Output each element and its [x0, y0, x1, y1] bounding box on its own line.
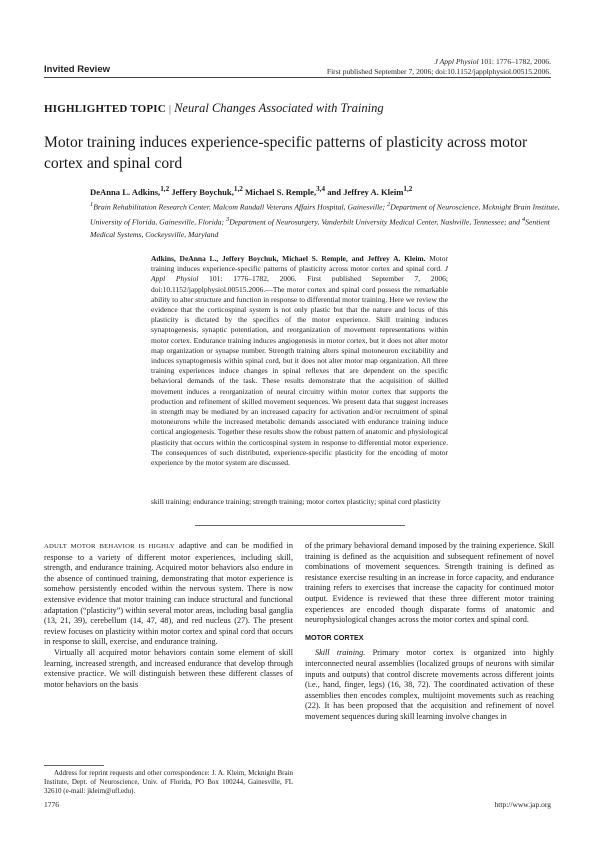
abstract	[151, 254, 448, 468]
affil-sup: 2	[387, 201, 391, 208]
correspondence-footnote	[44, 769, 293, 797]
author-affil-sup: 1,2	[160, 185, 170, 193]
published-line: First published September 7, 2006; doi:10.1152/japplphysiol.00515.2006.	[326, 67, 551, 76]
topic-separator: |	[168, 103, 172, 115]
affil-text: Department of Neuroscience, Mcknight Brain Institute, University of Florida, Gainesville, Florida;	[90, 202, 560, 227]
abstract-rule	[195, 525, 405, 526]
body-column-right	[305, 541, 554, 723]
header-rule	[44, 77, 551, 78]
body-paragraph: Virtually all acquired motor behaviors contain some element of skill learning, increased strength, and increased endurance that develop through extensive practice. We will distinguish between these different classes of motor behaviors on the basis	[44, 647, 293, 689]
body-paragraph	[305, 648, 554, 722]
affil-text: Brain Rehabilitation Research Center, Malcom Randall Veterans Affairs Hospital, Gainesville;	[93, 202, 387, 212]
author-name: and Jeffrey A. Kleim	[325, 186, 404, 197]
affiliations	[90, 199, 560, 241]
affil-text: Department of Neurosurgery, Vanderbilt University Medical Center, Nashville, Tennessee; and	[229, 217, 522, 227]
body-column-left	[44, 541, 293, 690]
abstract-citation-authors: Adkins, DeAnna L., Jeffery Boychuk, Michael S. Remple, and Jeffrey A. Kleim.	[151, 254, 426, 263]
abstract-citation-title: Motor training induces experience-specific patterns of plasticity across motor cortex and spinal cord.	[151, 254, 449, 274]
keywords: skill training; endurance training; strength training; motor cortex plasticity; spinal cord plasticity	[151, 497, 441, 506]
affil-text: Sentient Medical Systems, Cockeysville, Maryland	[90, 217, 550, 239]
footnote-rule	[44, 765, 104, 766]
body-paragraph: of the primary behavioral demand imposed by the training experience. Skill training is defined as the acquisition and subsequent refinement of novel combinations of movement sequences. Strength training is defined as resistance exercise resulting in an increase in force capacity, and endurance training refers to exercises that increase the capacity for continued motor output. Evidence is reviewed that these three different motor training experiences are encoded though disparate forms of anatomic and neurophysiological changes across the motor cortex and spinal cord.	[305, 541, 554, 625]
lead-in-smallcaps: ADULT MOTOR BEHAVIOR IS HIGHLY	[44, 543, 175, 550]
affil-sup: 3	[226, 215, 230, 223]
author-name: Michael S. Remple,	[242, 186, 317, 197]
author-list	[90, 185, 412, 197]
author-name: Jeffery Boychuk,	[169, 186, 234, 197]
highlighted-topic	[44, 101, 384, 116]
paragraph-text: adaptive and can be modified in response to a variety of different motor experiences, including skill, strength, and endurance training. Acquired motor behaviors also endure in the absence of continued training, demonstrating that motor experience is somehow persistently encoded within the nervous system. There is now extensive evidence that motor training can induce structural and functional adaptation (“plasticity”) within several motor areas, including basal ganglia (13, 21, 39), cerebellum (14, 47, 48), and red nucleus (27). The present review focuses on plasticity within motor cortex and spinal cord that occurs in response to skill, exercise, and endurance training.	[44, 541, 293, 647]
author-affil-sup: 3,4	[316, 185, 326, 193]
affil-sup: 1	[90, 201, 94, 208]
abstract-citation-journal: J Appl Physiol	[151, 264, 448, 284]
paragraph-text: Primary motor cortex is organized into highly interconnected neural assemblies (localized groups of neurons with similar inputs and outputs) that control discrete movements across different joints (i.e., hand, finger, legs) (16, 38, 72). The coordinated activation of these assemblies then encodes complex, multijoint movements such as reaching (22). It has been proposed that the acquisition and refinement of novel movement sequences during skill learning involve changes in	[305, 648, 554, 721]
journal-website: http://www.jap.org	[494, 800, 551, 809]
section-heading: MOTOR CORTEX	[305, 632, 364, 642]
author-affil-sup: 1,2	[403, 185, 413, 193]
abstract-citation-rest: 101: 1776–1782, 2006. First published September 7, 2006; doi:10.1152/japplphysiol.00515.2006.—	[151, 274, 448, 294]
journal-line	[327, 57, 551, 67]
article-title: Motor training induces experience-specific patterns of plasticity across motor cortex and spinal cord	[44, 134, 528, 172]
footnote-text: Address for reprint requests and other correspondence: J. A. Kleim, Mcknight Brain Institute, Dept. of Neuroscience, Univ. of Florida, PO Box 100244, Gainesville, FL 32610 (e-mail: jkleim@ufl.edu).	[44, 769, 293, 796]
journal-citation-header	[327, 57, 551, 77]
section-label: Invited Review	[44, 64, 110, 75]
page-number: 1776	[44, 800, 59, 809]
author-name: DeAnna L. Adkins,	[90, 186, 161, 197]
abstract-body: The motor cortex and spinal cord possess the remarkable ability to alter structure and function in response to differential motor training. Here we review the evidence that the corticospinal system is not only plastic but that the nature and locus of this plasticity is dictated by the specifics of the motor experience. Skill training induces synaptogenesis, synaptic potentiation, and reorganization of movement representations within motor cortex. Endurance training induces angiogenesis in motor cortex, but it does not alter motor map organization or synapse number. Strength training alters spinal motoneuron excitability and induces synaptogenesis within spinal cord, but it does not alter motor map organization. All three training experiences induce changes in spinal reflexes that are dependent on the specific behavioral demands of the task. These results demonstrate that the acquisition of skilled movement induces a reorganization of neural circuitry within motor cortex that supports the production and refinement of skilled movement sequences. We present data that suggest increases in strength may be mediated by an increased capacity for activation and/or recruitment of spinal motoneurons while the increased metabolic demands associated with endurance training induce cortical angiogenesis. Together these results show the robust pattern of anatomic and physiological plasticity that occurs within the corticospinal system in response to differential motor experience. The consequences of such distributed, experience-specific plasticity for the encoding of motor experience by the motor system are discussed.	[151, 284, 448, 468]
author-affil-sup: 1,2	[233, 185, 243, 193]
subsection-heading: Skill training.	[315, 648, 366, 658]
body-paragraph	[44, 541, 293, 648]
journal-name: J Appl Physiol	[434, 57, 479, 66]
journal-volume: 101: 1776–1782, 2006.	[478, 57, 551, 66]
topic-subtitle: Neural Changes Associated with Training	[174, 101, 384, 115]
affil-sup: 4	[521, 215, 526, 223]
topic-label: HIGHLIGHTED TOPIC	[44, 103, 166, 115]
